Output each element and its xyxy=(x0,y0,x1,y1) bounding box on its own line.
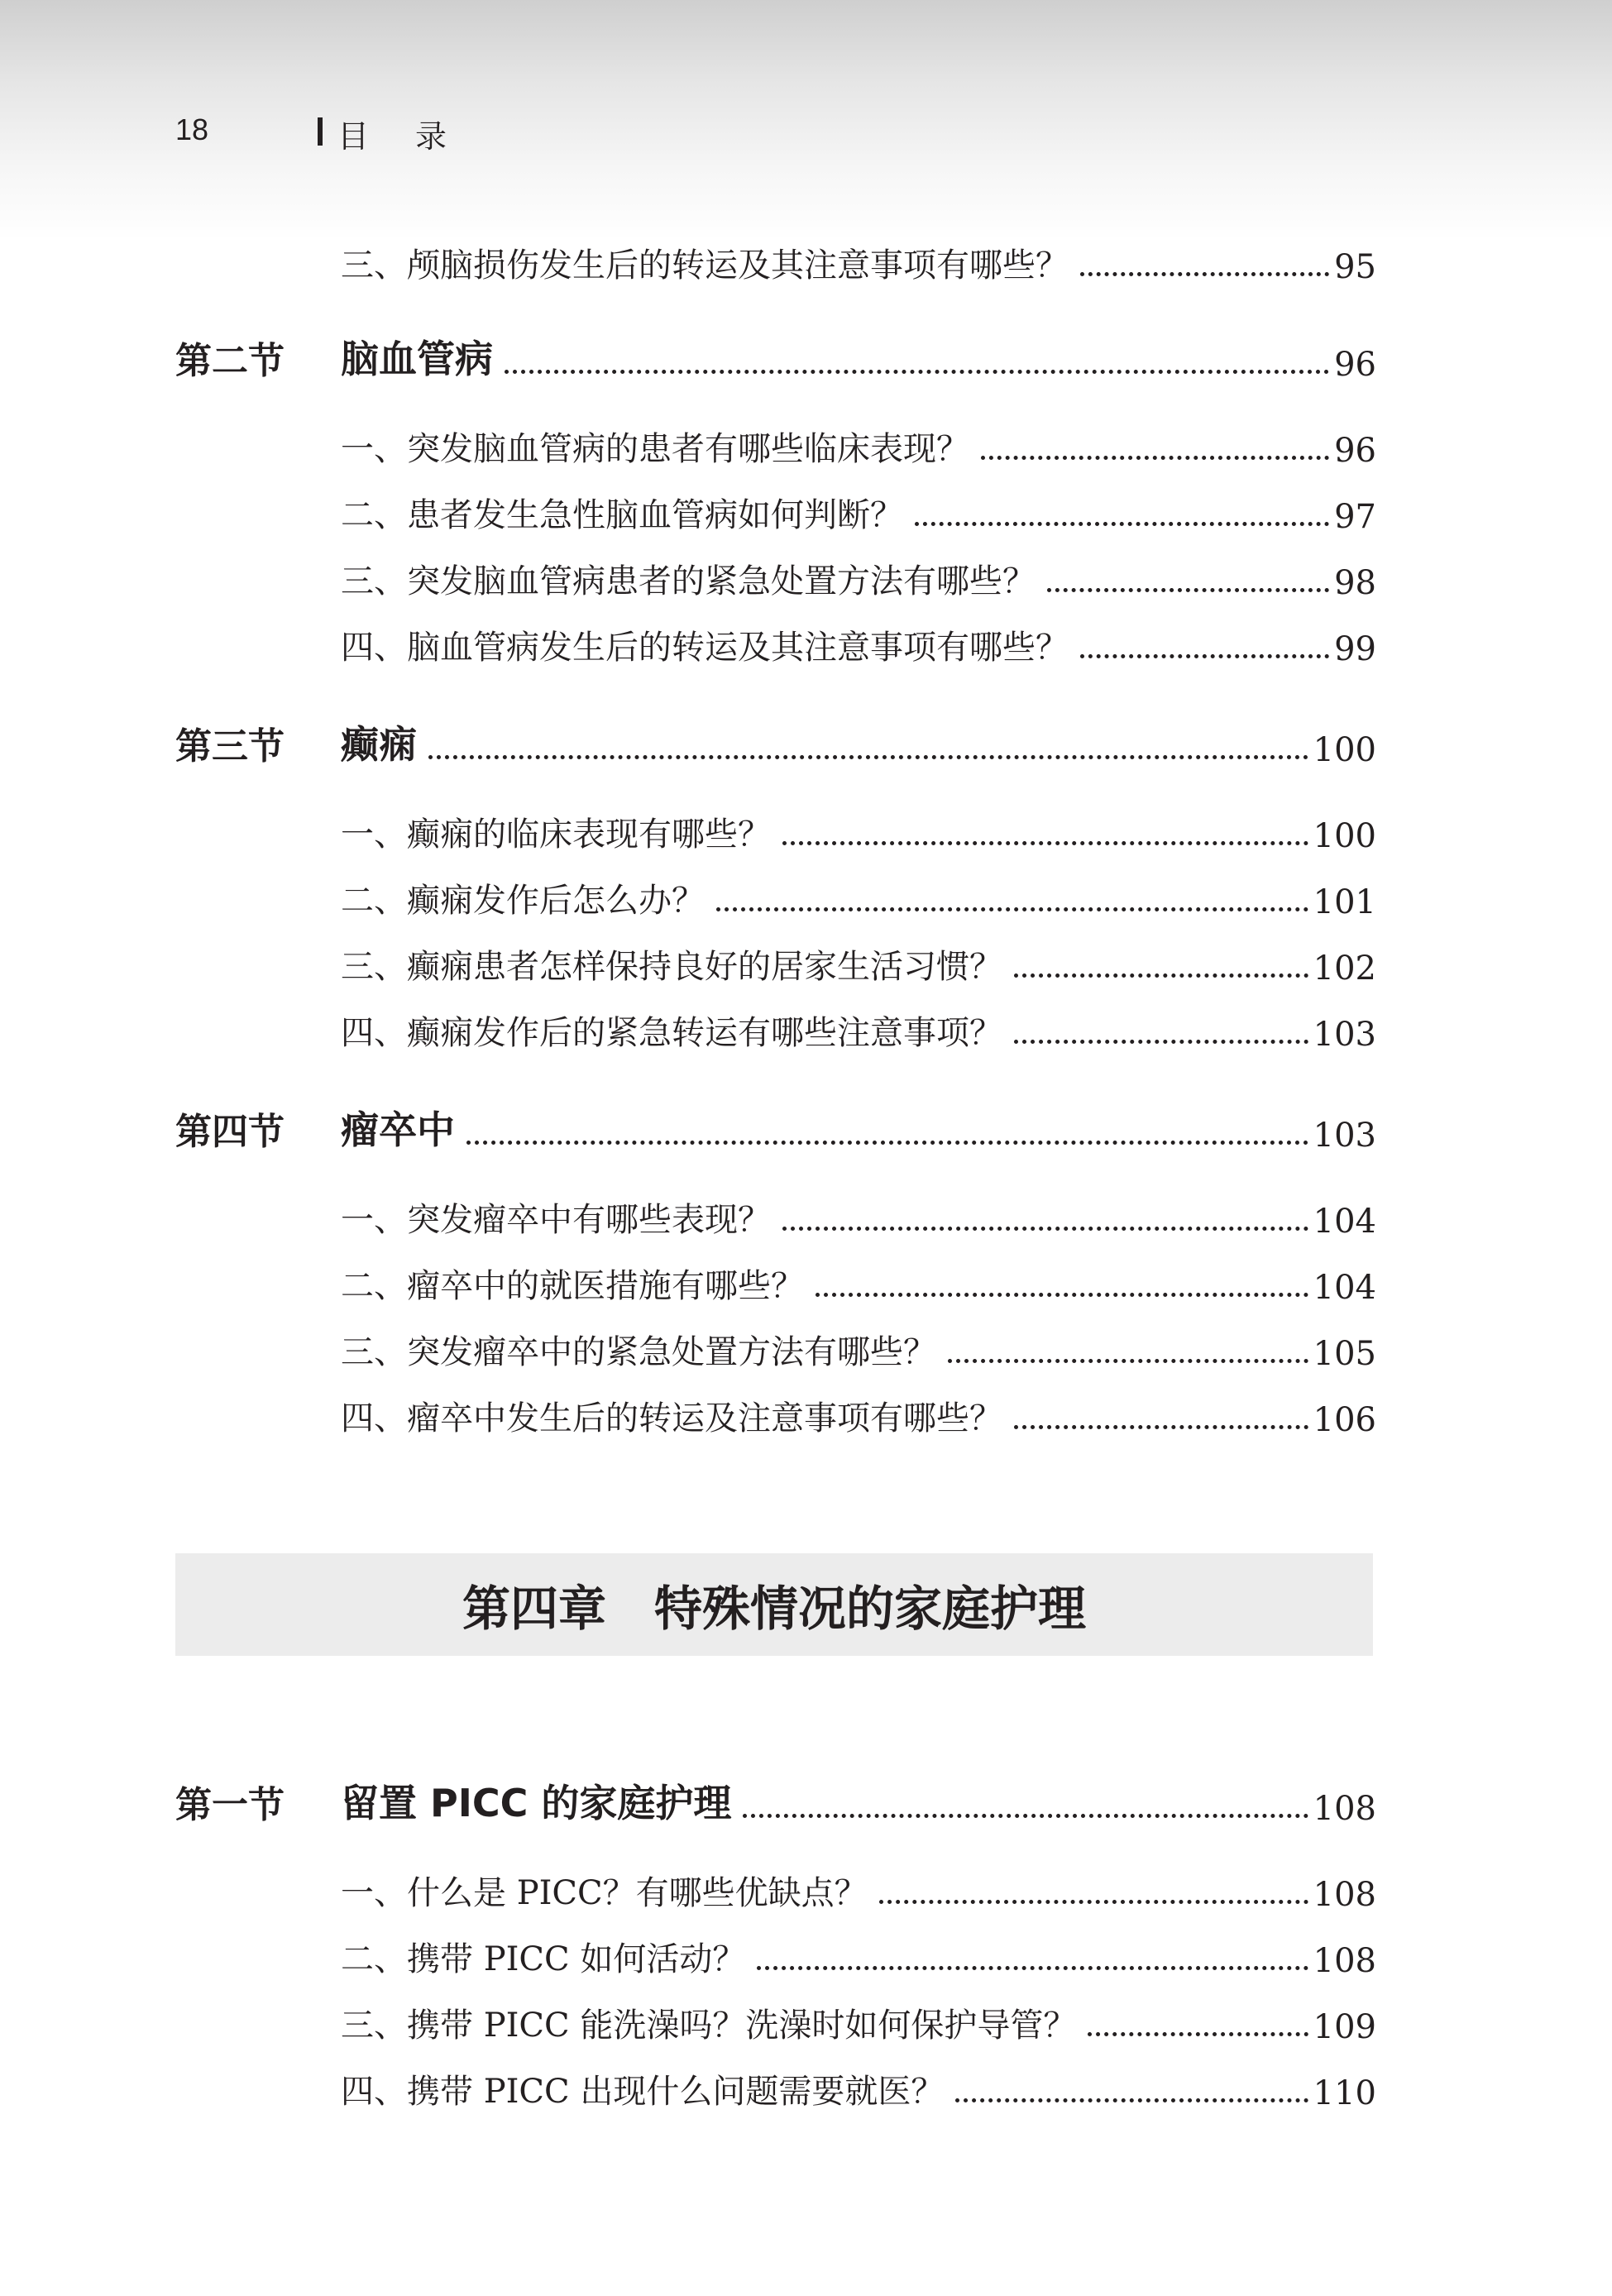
toc-item-page: 95 xyxy=(1334,248,1376,286)
section-page: 96 xyxy=(1334,346,1376,384)
dot-leader xyxy=(782,1227,1308,1231)
toc-item[interactable] xyxy=(341,556,1376,602)
dot-leader xyxy=(816,1293,1308,1297)
dot-leader xyxy=(915,522,1329,526)
dot-leader xyxy=(505,370,1329,374)
toc-item-text: 一、突发脑血管病的患者有哪些临床表现？ xyxy=(341,430,969,468)
toc-item-page: 99 xyxy=(1334,630,1376,668)
toc-item-page: 101 xyxy=(1313,883,1376,921)
toc-item-page: 105 xyxy=(1313,1335,1376,1373)
dot-leader xyxy=(1047,588,1329,592)
dot-leader xyxy=(879,1900,1308,1904)
toc-item-page: 110 xyxy=(1313,2074,1376,2112)
chapter-banner[interactable] xyxy=(175,1553,1373,1656)
dot-leader xyxy=(1080,272,1329,276)
section-label: 第四节 xyxy=(175,1111,285,1153)
toc-item-text: 二、患者发生急性脑血管病如何判断？ xyxy=(341,496,903,534)
toc-item-text: 三、癫痫患者怎样保持良好的居家生活习惯？ xyxy=(341,948,1002,986)
toc-item[interactable] xyxy=(341,1934,1376,1980)
dot-leader xyxy=(955,2098,1308,2102)
toc-item-text: 二、癫痫发作后怎么办？ xyxy=(341,882,705,920)
section-page: 103 xyxy=(1313,1117,1376,1155)
page-header xyxy=(0,0,1612,240)
dot-leader xyxy=(716,907,1308,911)
toc-item[interactable] xyxy=(341,1007,1376,1054)
toc-item-text: 三、突发瘤卒中的紧急处置方法有哪些？ xyxy=(341,1333,936,1371)
toc-section[interactable] xyxy=(175,1775,1376,1828)
toc-item[interactable] xyxy=(341,622,1376,668)
dot-leader xyxy=(981,456,1329,460)
toc-item-text: 三、突发脑血管病患者的紧急处置方法有哪些？ xyxy=(341,562,1036,600)
toc-section[interactable] xyxy=(175,716,1376,769)
toc-item-text: 四、癫痫发作后的紧急转运有哪些注意事项？ xyxy=(341,1014,1002,1052)
toc-item-text: 一、什么是 PICC？有哪些优缺点？ xyxy=(341,1874,868,1912)
dot-leader xyxy=(1014,973,1308,978)
section-title: 癫痫 xyxy=(341,722,417,767)
toc-item-page: 102 xyxy=(1313,949,1376,988)
toc-item-page: 108 xyxy=(1313,1942,1376,1980)
toc-item-text: 一、癫痫的临床表现有哪些？ xyxy=(341,816,771,854)
section-label: 第三节 xyxy=(175,725,285,768)
toc-item-page: 109 xyxy=(1313,2008,1376,2046)
toc-item[interactable] xyxy=(341,490,1376,536)
dot-leader xyxy=(782,841,1308,845)
section-label: 第二节 xyxy=(175,340,285,382)
toc-item[interactable] xyxy=(341,1393,1376,1439)
toc-item-page: 104 xyxy=(1313,1203,1376,1241)
toc-item-page: 100 xyxy=(1313,817,1376,855)
toc-item[interactable] xyxy=(341,1868,1376,1914)
section-page: 100 xyxy=(1313,731,1376,769)
toc-item-text: 二、携带 PICC 如何活动？ xyxy=(341,1940,746,1978)
toc-item-text: 四、脑血管病发生后的转运及其注意事项有哪些？ xyxy=(341,629,1069,667)
section-page: 108 xyxy=(1313,1790,1376,1828)
chapter-title: 第四章 特殊情况的家庭护理 xyxy=(462,1581,1086,1637)
dot-leader xyxy=(1014,1425,1308,1429)
dot-leader xyxy=(1080,654,1329,658)
section-label: 第一节 xyxy=(175,1784,285,1826)
section-title: 脑血管病 xyxy=(341,337,493,381)
toc-item-page: 108 xyxy=(1313,1876,1376,1914)
toc-item[interactable] xyxy=(341,2066,1376,2112)
toc-item-page: 103 xyxy=(1313,1016,1376,1054)
header-divider xyxy=(318,117,323,146)
dot-leader xyxy=(743,1814,1308,1818)
dot-leader xyxy=(948,1359,1308,1363)
toc-item-text: 四、瘤卒中发生后的转运及注意事项有哪些？ xyxy=(341,1399,1002,1437)
toc-item-page: 96 xyxy=(1334,432,1376,470)
dot-leader xyxy=(1088,2032,1308,2036)
section-title: 留置 PICC 的家庭护理 xyxy=(341,1781,732,1825)
toc-item-page: 98 xyxy=(1334,564,1376,602)
dot-leader xyxy=(428,755,1308,759)
toc-item[interactable] xyxy=(341,809,1376,855)
toc-item[interactable] xyxy=(341,1327,1376,1373)
toc-item-text: 三、携带 PICC 能洗澡吗？洗澡时如何保护导管？ xyxy=(341,2007,1077,2045)
toc-item[interactable] xyxy=(341,1194,1376,1241)
toc-item-page: 104 xyxy=(1313,1269,1376,1307)
toc-section[interactable] xyxy=(175,331,1376,384)
toc-item[interactable] xyxy=(341,240,1376,286)
toc-item[interactable] xyxy=(341,2000,1376,2046)
dot-leader xyxy=(757,1966,1308,1970)
dot-leader xyxy=(466,1141,1308,1145)
toc-item-text: 二、瘤卒中的就医措施有哪些？ xyxy=(341,1267,804,1305)
dot-leader xyxy=(1014,1040,1308,1044)
toc-item-page: 97 xyxy=(1334,498,1376,536)
toc-item[interactable] xyxy=(341,875,1376,921)
toc-item-page: 106 xyxy=(1313,1401,1376,1439)
header-title: 目录 xyxy=(337,118,494,155)
toc-item-text: 一、突发瘤卒中有哪些表现？ xyxy=(341,1201,771,1239)
toc-item[interactable] xyxy=(341,941,1376,988)
section-title: 瘤卒中 xyxy=(341,1107,455,1152)
toc-item[interactable] xyxy=(341,1260,1376,1307)
toc-item-text: 三、颅脑损伤发生后的转运及其注意事项有哪些？ xyxy=(341,246,1069,285)
toc-section[interactable] xyxy=(175,1102,1376,1155)
toc-item[interactable] xyxy=(341,423,1376,470)
toc-item-text: 四、携带 PICC 出现什么问题需要就医？ xyxy=(341,2073,945,2111)
page-number: 18 xyxy=(175,112,209,146)
